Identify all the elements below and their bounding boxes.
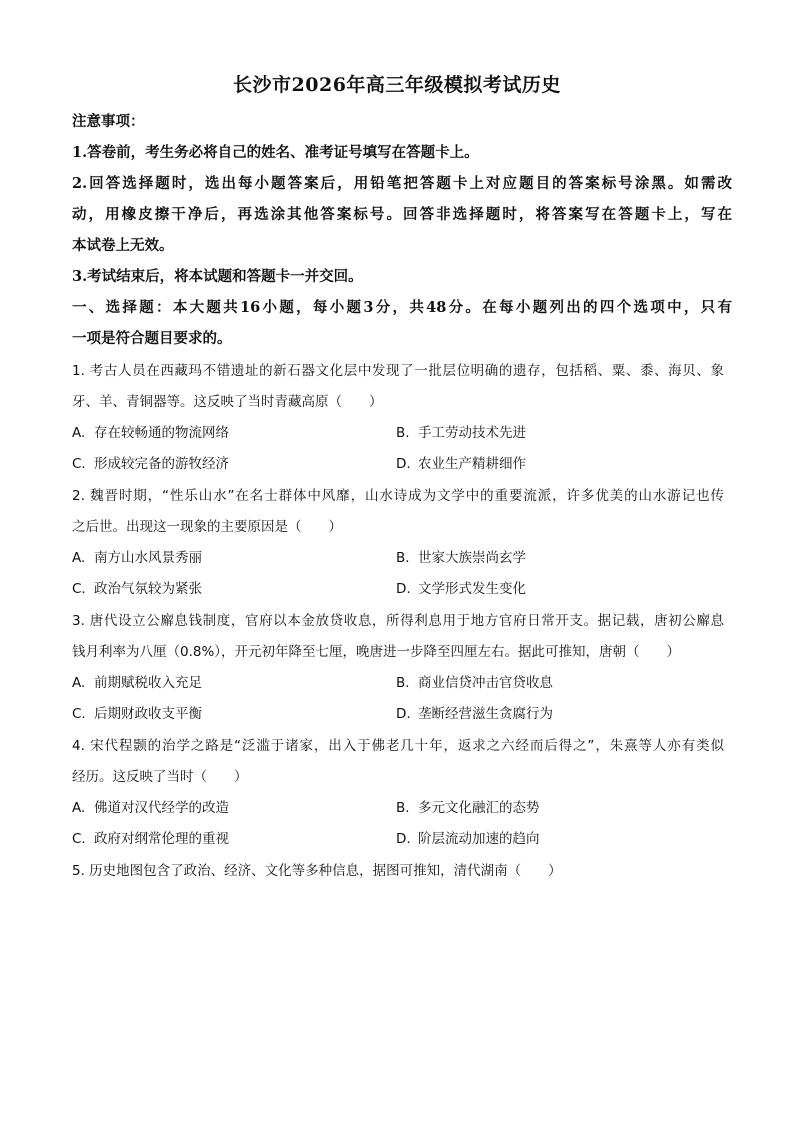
option-letter: A. xyxy=(72,800,86,816)
section-1-line-2: 一项是符合题目要求的。 xyxy=(72,330,232,347)
question-2-option-b[interactable] xyxy=(396,546,526,566)
notice-item-1: 1.答卷前，考生务必将自己的姓名、准考证号填写在答题卡上。 xyxy=(72,144,479,161)
question-1-option-b[interactable] xyxy=(396,421,526,441)
notice-item-2-line-2: 动，用橡皮擦干净后，再选涂其他答案标号。回答非选择题时，将答案写在答题卡上，写在 xyxy=(72,206,732,223)
question-4-option-c[interactable] xyxy=(72,827,229,847)
question-2-stem-line-2: 之后世。出现这一现象的主要原因是（ ） xyxy=(72,519,342,535)
question-4-option-a[interactable] xyxy=(72,796,229,816)
page-title: 长沙市2026年高三年级模拟考试历史 xyxy=(233,74,561,96)
option-letter: D. xyxy=(396,581,411,597)
option-text: 佛道对汉代经学的改造 xyxy=(94,800,229,816)
option-letter: D. xyxy=(396,456,411,472)
option-letter: B. xyxy=(396,425,410,441)
notice-item-3: 3.考试结束后，将本试题和答题卡一并交回。 xyxy=(72,268,363,285)
option-letter: A. xyxy=(72,425,86,441)
option-text: 文学形式发生变化 xyxy=(418,581,526,597)
question-4-stem-line-1: 4. 宋代程颢的治学之路是“泛滥于诸家，出入于佛老几十年，返求之六经而后得之”，朱熹等人亦有类似 xyxy=(72,738,724,754)
section-1-line-1: 一、选择题：本大题共16小题，每小题3分，共48分。在每小题列出的四个选项中，只有 xyxy=(72,299,732,316)
option-letter: B. xyxy=(396,800,410,816)
option-letter: A. xyxy=(72,550,86,566)
question-3-stem-line-1: 3. 唐代设立公廨息钱制度，官府以本金放贷收息，所得利息用于地方官府日常开支。据记载，唐初公廨息 xyxy=(72,613,724,629)
option-text: 世家大族崇尚玄学 xyxy=(418,550,526,566)
question-1-option-a[interactable] xyxy=(72,421,229,441)
option-text: 形成较完备的游牧经济 xyxy=(94,456,229,472)
option-letter: C. xyxy=(72,581,86,597)
notice-item-2-line-1: 2.回答选择题时，选出每小题答案后，用铅笔把答题卡上对应题目的答案标号涂黑。如需改 xyxy=(72,175,732,192)
question-5-stem-line-1: 5. 历史地图包含了政治、经济、文化等多种信息，据图可推知，清代湖南（ ） xyxy=(72,863,562,879)
question-4-stem-line-2: 经历。这反映了当时（ ） xyxy=(72,769,248,785)
question-3-option-a[interactable] xyxy=(72,671,202,691)
option-letter: C. xyxy=(72,706,86,722)
question-1-stem-line-1: 1. 考古人员在西藏玛不错遗址的新石器文化层中发现了一批层位明确的遗存，包括稻、粟、黍、海贝、象 xyxy=(72,363,724,379)
option-text: 政府对纲常伦理的重视 xyxy=(94,831,229,847)
option-text: 垄断经营滋生贪腐行为 xyxy=(418,706,553,722)
option-text: 阶层流动加速的趋向 xyxy=(418,831,540,847)
option-text: 南方山水风景秀丽 xyxy=(94,550,202,566)
option-letter: D. xyxy=(396,831,411,847)
question-1-option-c[interactable] xyxy=(72,452,229,472)
question-3-option-d[interactable] xyxy=(396,702,553,722)
question-2-stem-line-1: 2. 魏晋时期，“性乐山水”在名士群体中风靡，山水诗成为文学中的重要流派，许多优美的山水游记也传 xyxy=(72,488,724,504)
question-1-stem-line-2: 牙、羊、青铜器等。这反映了当时青藏高原（ ） xyxy=(72,394,383,410)
question-3-stem-line-2: 钱月利率为八厘（0.8%），开元初年降至七厘，晚唐进一步降至四厘左右。据此可推知，唐朝（ ） xyxy=(72,644,681,660)
notice-heading: 注意事项： xyxy=(72,113,145,130)
option-letter: D. xyxy=(396,706,411,722)
question-3-option-b[interactable] xyxy=(396,671,553,691)
option-text: 手工劳动技术先进 xyxy=(418,425,526,441)
question-2-option-c[interactable] xyxy=(72,577,202,597)
option-letter: C. xyxy=(72,831,86,847)
option-text: 政治气氛较为紧张 xyxy=(94,581,202,597)
notice-item-2-line-3: 本试卷上无效。 xyxy=(72,237,174,254)
option-letter: A. xyxy=(72,675,86,691)
option-letter: C. xyxy=(72,456,86,472)
option-text: 多元文化融汇的态势 xyxy=(418,800,540,816)
option-text: 农业生产精耕细作 xyxy=(418,456,526,472)
question-2-option-a[interactable] xyxy=(72,546,202,566)
option-letter: B. xyxy=(396,550,410,566)
option-text: 商业信贷冲击官贷收息 xyxy=(418,675,553,691)
option-letter: B. xyxy=(396,675,410,691)
option-text: 存在较畅通的物流网络 xyxy=(94,425,229,441)
question-3-option-c[interactable] xyxy=(72,702,202,722)
question-2-option-d[interactable] xyxy=(396,577,526,597)
question-1-option-d[interactable] xyxy=(396,452,526,472)
option-text: 后期财政收支平衡 xyxy=(94,706,202,722)
question-4-option-b[interactable] xyxy=(396,796,540,816)
question-4-option-d[interactable] xyxy=(396,827,540,847)
option-text: 前期赋税收入充足 xyxy=(94,675,202,691)
